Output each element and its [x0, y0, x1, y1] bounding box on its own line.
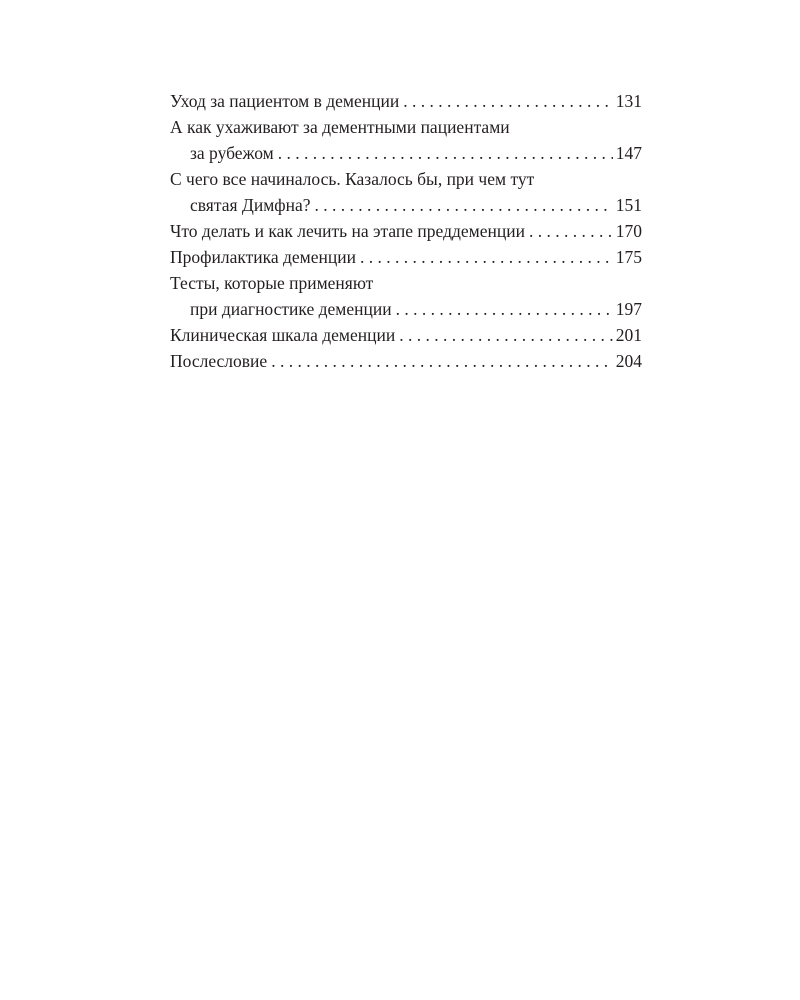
toc-entry-title-continued: за рубежом [190, 143, 274, 163]
toc-entry-line [170, 296, 642, 322]
toc-entry-line [170, 244, 642, 270]
dot-leader [403, 88, 613, 114]
toc-entry[interactable] [170, 348, 642, 374]
toc-entry-title: С чего все начиналось. Казалось бы, при чем тут [170, 169, 535, 189]
toc-page-number: 147 [615, 143, 642, 163]
toc-entry-line [170, 192, 642, 218]
toc-entry[interactable] [170, 270, 642, 322]
toc-page-number: 197 [615, 299, 642, 319]
toc-page-number: 151 [615, 195, 642, 215]
toc-entry-line [170, 348, 642, 374]
toc-entry-title: А как ухаживают за дементными пациентами [170, 117, 510, 137]
toc-entry-line [170, 322, 642, 348]
toc-entry-line [170, 270, 642, 296]
toc-entry-title: Послесловие [170, 351, 268, 371]
toc-page-number: 204 [615, 351, 642, 371]
toc-page-number: 170 [615, 221, 642, 241]
toc-entry-line [170, 166, 642, 192]
toc-entry-title: Уход за пациентом в деменции [170, 91, 400, 111]
toc-page-number: 131 [615, 91, 642, 111]
dot-leader [529, 218, 613, 244]
toc-entry-line [170, 218, 642, 244]
dot-leader [399, 322, 613, 348]
toc-entry[interactable] [170, 244, 642, 270]
toc-entry[interactable] [170, 88, 642, 114]
toc-entry-title-continued: святая Димфна? [190, 195, 311, 215]
toc-entry-title: Клиническая шкала деменции [170, 325, 396, 345]
toc-entry-title: Тесты, которые применяют [170, 273, 374, 293]
toc-entry-title: Что делать и как лечить на этапе преддеменции [170, 221, 525, 241]
toc-entry-title-continued: при диагностике деменции [190, 299, 392, 319]
dot-leader [360, 244, 613, 270]
dot-leader [271, 348, 613, 374]
toc-entry-title: Профилактика деменции [170, 247, 356, 267]
toc-entry-line [170, 88, 642, 114]
toc-entry-line [170, 140, 642, 166]
toc-page-number: 201 [615, 325, 642, 345]
toc-entry[interactable] [170, 218, 642, 244]
toc-entry[interactable] [170, 322, 642, 348]
table-of-contents [170, 88, 642, 374]
dot-leader [278, 140, 613, 166]
toc-page-number: 175 [615, 247, 642, 267]
dot-leader [396, 296, 613, 322]
toc-entry-line [170, 114, 642, 140]
toc-entry[interactable] [170, 166, 642, 218]
toc-entry[interactable] [170, 114, 642, 166]
dot-leader [315, 192, 613, 218]
